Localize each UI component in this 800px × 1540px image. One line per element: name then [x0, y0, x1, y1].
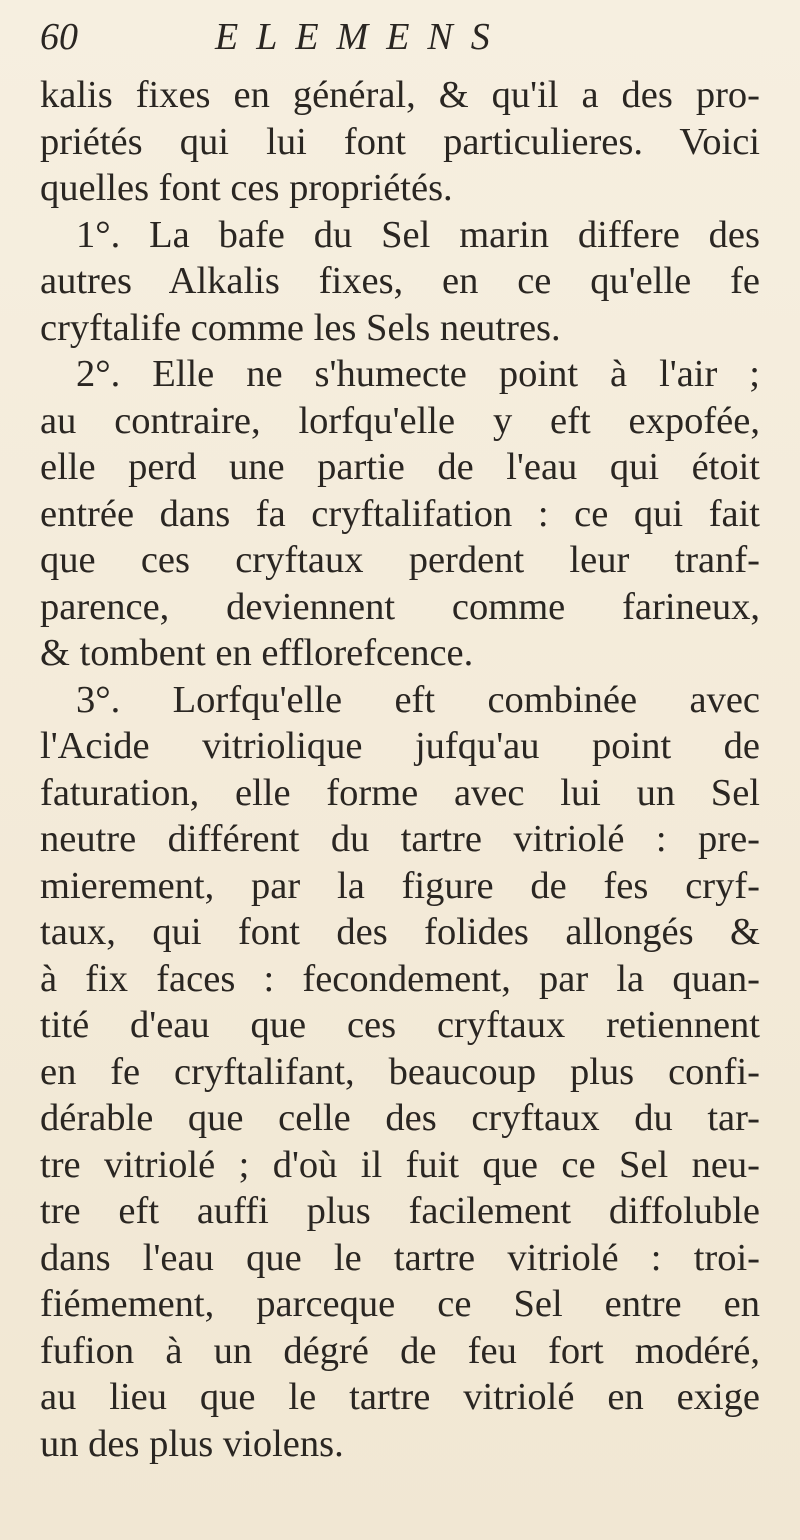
text-line: elle perd une partie de l'eau qui étoit — [40, 446, 760, 488]
text-line: faturation, elle forme avec lui un Sel — [40, 771, 760, 814]
text-line: au lieu que le tartre vitriolé en exige — [40, 1376, 760, 1418]
text-line: parence, deviennent comme farineux, — [40, 585, 760, 628]
text-line: taux, qui font des folides allongés & — [40, 911, 760, 953]
text-line: fiémement, parceque ce Sel entre en — [40, 1283, 760, 1325]
text-line: 2°. Elle ne s'humecte point à l'air ; — [76, 353, 760, 395]
running-head: ELEMENS — [215, 16, 508, 58]
text-line: à fix faces : fecondement, par la quan- — [40, 957, 760, 1000]
text-line: dans l'eau que le tartre vitriolé : troi- — [40, 1236, 760, 1279]
text-line: neutre différent du tartre vitriolé : pre- — [40, 818, 760, 860]
text-line: en fe cryftalifant, beaucoup plus confi- — [40, 1050, 760, 1093]
text-line: un des plus violens. — [40, 1422, 344, 1465]
text-line: tité d'eau que ces cryftaux retiennent — [40, 1004, 760, 1046]
page-header — [40, 12, 760, 62]
text-line: dérable que celle des cryftaux du tar- — [40, 1097, 760, 1139]
text-line: 1°. La bafe du Sel marin differe des — [76, 213, 760, 256]
text-line: cryftalife comme les Sels neutres. — [40, 306, 561, 349]
text-line: kalis fixes en général, & qu'il a des pro- — [40, 74, 760, 116]
text-line: priétés qui lui font particulieres. Voici — [40, 120, 760, 163]
text-line: l'Acide vitriolique jufqu'au point de — [40, 725, 760, 767]
text-line: au contraire, lorfqu'elle y eft expofée, — [40, 399, 760, 442]
text-line: entrée dans fa cryftalifation : ce qui fait — [40, 492, 760, 535]
text-line: fufion à un dégré de feu fort modéré, — [40, 1329, 760, 1372]
text-line: que ces cryftaux perdent leur tranf- — [40, 539, 760, 581]
text-line: quelles font ces propriétés. — [40, 167, 453, 209]
text-line: tre eft auffi plus facilement diffoluble — [40, 1190, 760, 1232]
text-line: tre vitriolé ; d'où il fuit que ce Sel neu- — [40, 1143, 760, 1186]
page-number: 60 — [40, 16, 78, 58]
text-line: autres Alkalis fixes, en ce qu'elle fe — [40, 260, 760, 302]
text-line: 3°. Lorfqu'elle eft combinée avec — [76, 678, 760, 721]
text-line: & tombent en efflorefcence. — [40, 632, 474, 674]
body-text — [40, 72, 760, 1467]
text-line: mierement, par la figure de fes cryf- — [40, 864, 760, 907]
